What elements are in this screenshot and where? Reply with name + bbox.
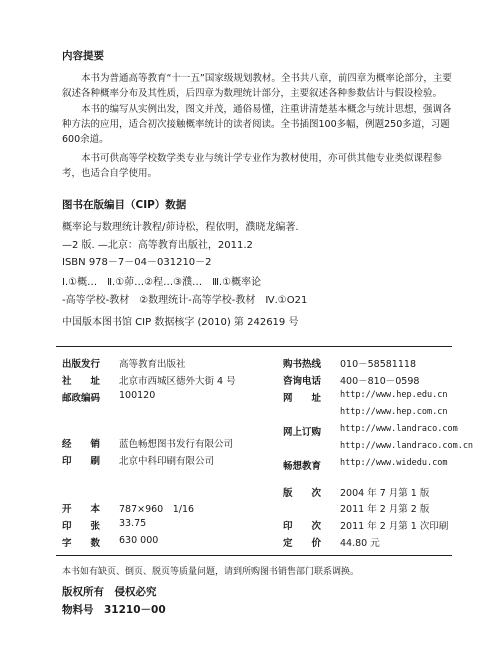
- intro-paragraph-3: 本书可供高等学校数学类专业与统计学专业作为教材使用，亦可供其他专业类似课程参考，也适合自学使用。: [62, 153, 443, 179]
- word-count-value: 630 000: [119, 535, 159, 546]
- divider-top: [56, 346, 452, 347]
- order-hotline-label: 购书热线: [283, 359, 322, 370]
- quality-notice: 本书如有缺页、倒页、脱页等质量问题，请到所购图书销售部门联系调换。: [62, 567, 360, 577]
- cip-line-2: —2 版. —北京：高等教育出版社，2011.2: [62, 240, 253, 251]
- edition-first: 2004 年 7 月第 1 版: [340, 488, 430, 499]
- consult-phone-label: 咨询电话: [283, 376, 322, 387]
- cip-isbn: ISBN 978－7－04－031210－2: [62, 257, 212, 268]
- consult-phone-value: 400－810－0598: [340, 376, 420, 387]
- cip-line-1: 概率论与数理统计教程/茆诗松，程依明，濮晓龙编著.: [62, 222, 299, 233]
- price-value: 44.80 元: [340, 538, 380, 549]
- online-order-link-1[interactable]: http://www.landraco.com: [340, 424, 458, 434]
- printer-value: 北京中科印刷有限公司: [119, 456, 215, 467]
- cip-data-number: 中国版本图书馆 CIP 数据核字 (2010) 第 242619 号: [62, 317, 299, 328]
- item-number: 物料号 31210－00: [62, 604, 166, 616]
- intro-paragraph-2: 本书的编写从实例出发，图文并茂，通俗易懂，注重讲清楚基本概念与统计思想，强调各种方法的应用，适合初次接触概率统计的读者阅读。全书插图100多幅，例题250多道，习题600余道。: [62, 104, 452, 145]
- format-value: 787×960 1/16: [119, 504, 195, 515]
- widedu-label: 畅想教育: [283, 461, 322, 472]
- divider-bottom: [56, 555, 452, 556]
- publisher-label: 出版发行: [62, 359, 101, 370]
- website-label: 网 址: [283, 393, 322, 404]
- rights-reserved: 版权所有 侵权必究: [62, 586, 157, 598]
- website-link-1[interactable]: http://www.hep.edu.cn: [340, 390, 448, 400]
- distributor-label: 经 销: [62, 439, 101, 450]
- word-count-label: 字 数: [62, 538, 101, 549]
- printer-label: 印 刷: [62, 456, 101, 467]
- price-label: 定 价: [283, 538, 322, 549]
- sheets-value: 33.75: [119, 518, 147, 529]
- cip-heading: 图书在版编目（CIP）数据: [62, 199, 187, 211]
- edition-second: 2011 年 2 月第 2 版: [340, 504, 430, 515]
- intro-paragraph-1: 本书为普通高等教育“十一五”国家级规划教材。全书共八章，前四章为概率论部分，主要叙述各种概率分布及其性质，后四章为数理统计部分，主要叙述各种参数估计与假设检验。: [62, 73, 452, 99]
- distributor-value: 蓝色畅想图书发行有限公司: [119, 439, 234, 450]
- online-order-link-2[interactable]: http://www.landraco.com.cn: [340, 441, 474, 451]
- website-link-2[interactable]: http://www.hep.com.cn: [340, 407, 448, 417]
- sheets-label: 印 张: [62, 521, 101, 532]
- address-label: 社 址: [62, 376, 101, 387]
- widedu-link[interactable]: http://www.widedu.com: [340, 458, 448, 468]
- postcode-value: 100120: [119, 390, 156, 401]
- publisher-value: 高等教育出版社: [119, 359, 186, 370]
- format-label: 开 本: [62, 504, 101, 515]
- edition-label: 版 次: [283, 488, 322, 499]
- address-value: 北京市西城区德外大街 4 号: [119, 376, 236, 387]
- printing-value: 2011 年 2 月第 1 次印刷: [340, 521, 449, 532]
- cip-line-5: -高等学校-教材 ②数理统计-高等学校-教材 Ⅳ.①O21: [62, 295, 308, 306]
- postcode-label: 邮政编码: [62, 393, 101, 404]
- online-order-label: 网上订购: [283, 427, 322, 438]
- cip-line-4: Ⅰ.①概… Ⅱ.①茆…②程…③濮… Ⅲ.①概率论: [62, 277, 262, 288]
- intro-heading: 内容提要: [62, 50, 104, 62]
- printing-label: 印 次: [283, 521, 322, 532]
- order-hotline-value: 010－58581118: [340, 359, 416, 370]
